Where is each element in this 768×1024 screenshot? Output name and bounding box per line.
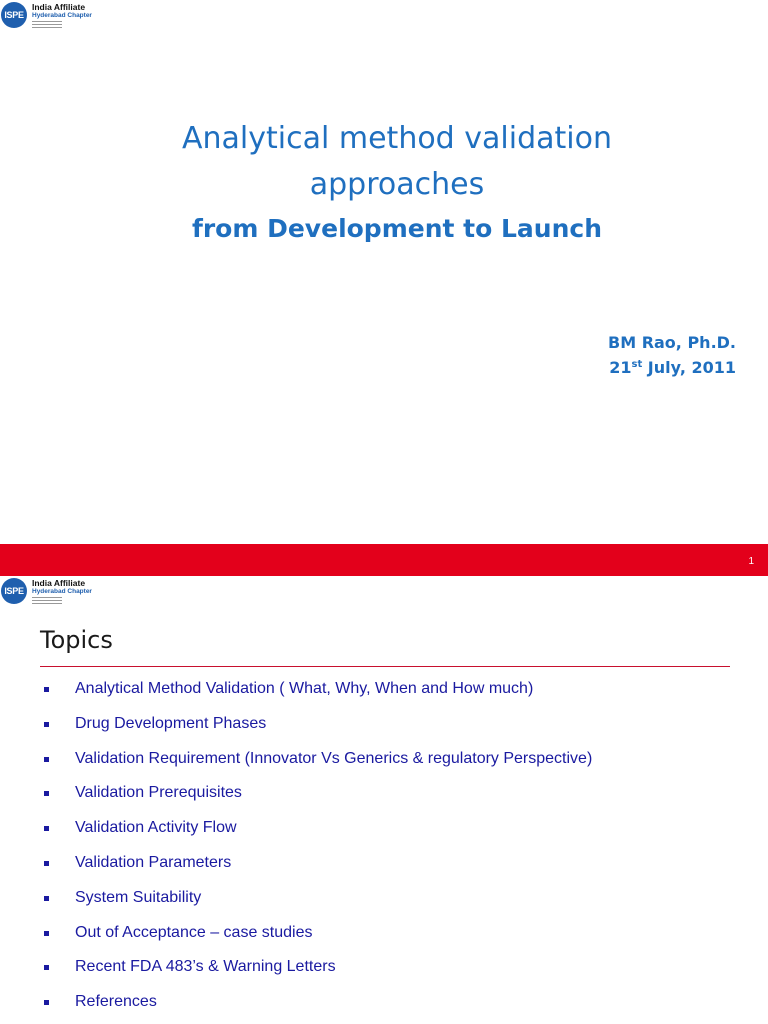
topic-text: Analytical Method Validation ( What, Why, When and How much) — [75, 680, 534, 697]
ispe-logo — [0, 0, 100, 34]
bullet-icon — [44, 1000, 49, 1005]
slide-2 — [0, 576, 768, 1024]
bullet-icon — [44, 791, 49, 796]
author-name: BM Rao, Ph.D. — [608, 333, 736, 352]
logo-fine-print — [32, 597, 62, 606]
list-item — [44, 854, 592, 889]
logo-fine-print — [32, 21, 62, 30]
topic-text: Validation Prerequisites — [75, 784, 242, 802]
topic-text: References — [75, 993, 157, 1011]
bullet-icon — [44, 861, 49, 866]
logo-affiliate-text: India Affiliate — [32, 578, 86, 588]
list-item — [44, 958, 592, 993]
topic-text: Out of Acceptance – case studies — [75, 923, 313, 941]
slide-subtitle: from Development to Launch — [191, 214, 603, 243]
slide-title — [0, 116, 768, 208]
logo-chapter-text: Hyderabad Chapter — [32, 12, 92, 19]
list-item — [44, 715, 592, 750]
logo-affiliate-text: India Affiliate — [32, 2, 86, 12]
ispe-logo-mark: ISPE — [1, 578, 27, 604]
title-line-2: approaches — [309, 167, 485, 202]
topics-heading: Topics — [40, 626, 113, 654]
bullet-icon — [44, 757, 49, 762]
date-suffix: st — [631, 359, 643, 370]
list-item — [44, 924, 592, 959]
heading-divider — [40, 666, 730, 667]
list-item — [44, 784, 592, 819]
topic-text: Validation Activity Flow — [75, 819, 237, 837]
list-item — [44, 750, 592, 785]
title-line-1: Analytical method validation — [182, 121, 612, 156]
bullet-icon — [44, 965, 49, 970]
presentation-date — [608, 355, 736, 380]
bullet-icon — [44, 896, 49, 901]
topic-text: System Suitability — [75, 888, 202, 906]
list-item — [44, 819, 592, 854]
bullet-icon — [44, 826, 49, 831]
date-month-year: July, 2011 — [642, 358, 736, 377]
footer-bar — [0, 544, 768, 576]
page-number: 1 — [748, 556, 754, 567]
author-block — [608, 330, 736, 380]
bullet-icon — [44, 687, 49, 692]
date-day: 21 — [609, 358, 632, 377]
topic-text: Validation Parameters — [75, 853, 232, 871]
logo-chapter-text: Hyderabad Chapter — [32, 588, 92, 595]
list-item — [44, 993, 592, 1024]
ispe-logo-mark: ISPE — [1, 2, 27, 28]
topics-list — [44, 680, 592, 1024]
topic-text: Validation Requirement (Innovator Vs Generics & regulatory Perspective) — [75, 749, 593, 767]
bullet-icon — [44, 722, 49, 727]
ispe-logo — [0, 576, 100, 610]
list-item — [44, 889, 592, 924]
topic-text: Recent FDA 483’s & Warning Letters — [75, 958, 336, 976]
list-item — [44, 680, 592, 715]
bullet-icon — [44, 931, 49, 936]
topic-text: Drug Development Phases — [75, 714, 267, 732]
